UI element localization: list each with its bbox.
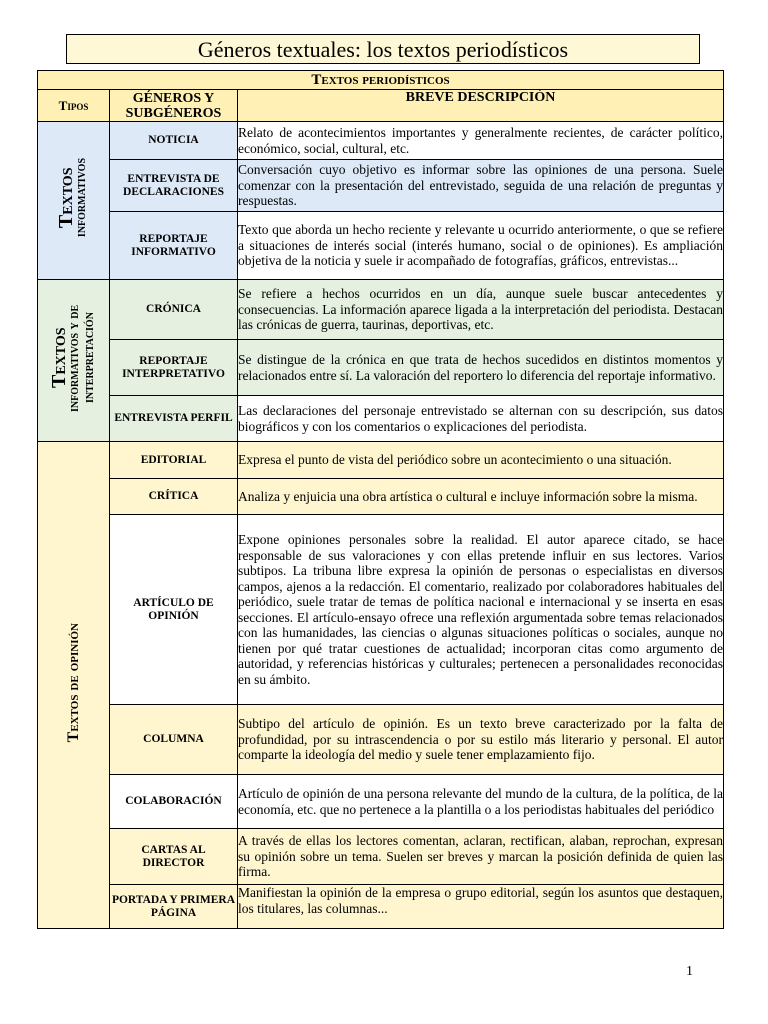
descripcion-cell: Artículo de opinión de una persona relevante del mundo de la cultura, de la política, de la economía, etc. que no pertenece a la plantilla o a los periodistas habituales del periódico bbox=[238, 775, 724, 829]
descripcion-cell: Expresa el punto de vista del periódico sobre un acontecimiento o una situación. bbox=[238, 442, 724, 479]
genero-cell: EDITORIAL bbox=[110, 442, 238, 479]
page-number: 1 bbox=[686, 964, 693, 979]
column-header-descripcion: BREVE DESCRIPCIÓN bbox=[238, 90, 724, 122]
descripcion-cell: Texto que aborda un hecho reciente y relevante u ocurrido anteriormente, o que se refiere a situaciones de interés social (interés humano, social o de opiniones). Es ampliación objetiva de la noticia y suele ir acompañado de fotografías, gráficos, entrevistas... bbox=[238, 212, 724, 280]
tipo-informativos bbox=[38, 122, 110, 280]
table-row bbox=[38, 829, 724, 885]
table-row bbox=[38, 122, 724, 160]
table-header: Textos periodísticos bbox=[38, 71, 724, 90]
descripcion-cell: Las declaraciones del personaje entrevistado se alternan con su descripción, sus datos biográficos y con los comentarios o explicaciones del periodista. bbox=[238, 396, 724, 442]
table-row bbox=[38, 885, 724, 929]
page-title: Géneros textuales: los textos periodísticos bbox=[66, 34, 700, 64]
tipo-label: Textos bbox=[47, 327, 70, 389]
genero-cell: COLUMNA bbox=[110, 705, 238, 775]
tipo-label: Textos de opinión bbox=[65, 622, 82, 743]
genero-cell: CARTAS AL DIRECTOR bbox=[110, 829, 238, 885]
genero-cell: ENTREVISTA PERFIL bbox=[110, 396, 238, 442]
column-header-tipos: Tipos bbox=[38, 90, 110, 122]
genero-cell: COLABORACIÓN bbox=[110, 775, 238, 829]
descripcion-cell: A través de ellas los lectores comentan, aclaran, rectifican, alaban, reprochan, expresan su opinión sobre un tema. Suelen ser breves y marcan la posición definida de quien las firma. bbox=[238, 829, 724, 885]
table-row bbox=[38, 340, 724, 396]
descripcion-cell: Se refiere a hechos ocurridos en un día, aunque suele buscar antecedentes y consecuencias. La información aparece ligada a la interpretación del periodista. Destacan las crónicas de guerra, taurinas, deportivas, etc. bbox=[238, 280, 724, 340]
descripcion-cell: Analiza y enjuicia una obra artística o cultural e incluye información sobre la misma. bbox=[238, 479, 724, 515]
tipo-interpretacion bbox=[38, 280, 110, 442]
periodisticos-table bbox=[37, 70, 724, 929]
genero-cell: PORTADA Y PRIMERA PÁGINA bbox=[110, 885, 238, 929]
table-row bbox=[38, 442, 724, 479]
genero-cell: ARTÍCULO DE OPINIÓN bbox=[110, 515, 238, 705]
table-row bbox=[38, 160, 724, 212]
descripcion-cell: Se distingue de la crónica en que trata de hechos sucedidos en distintos momentos y relacionados entre sí. La valoración del reportero lo diferencia del reportaje informativo. bbox=[238, 340, 724, 396]
tipo-opinion bbox=[38, 442, 110, 929]
genero-cell: ENTREVISTA DE DECLARACIONES bbox=[110, 160, 238, 212]
table-row bbox=[38, 212, 724, 280]
table-row bbox=[38, 705, 724, 775]
tipo-sublabel: informativos bbox=[74, 158, 89, 238]
tipo-sublabel: informativos y de interpretación bbox=[66, 304, 97, 412]
table-row bbox=[38, 280, 724, 340]
genero-cell: REPORTAJE INFORMATIVO bbox=[110, 212, 238, 280]
table-row bbox=[38, 396, 724, 442]
table-row bbox=[38, 479, 724, 515]
tipo-label: Textos bbox=[55, 167, 77, 229]
genero-cell: CRÍTICA bbox=[110, 479, 238, 515]
column-header-generos: GÉNEROS Y SUBGÉNEROS bbox=[110, 90, 238, 122]
descripcion-cell: Subtipo del artículo de opinión. Es un texto breve caracterizado por la falta de profundidad, por su intrascendencia o por su estilo más literario y personal. El autor comparte la ideología del medio y suele tener emplazamiento fijo. bbox=[238, 705, 724, 775]
genero-cell: REPORTAJE INTERPRETATIVO bbox=[110, 340, 238, 396]
descripcion-cell: Manifiestan la opinión de la empresa o grupo editorial, según los asuntos que destaquen, los titulares, las columnas... bbox=[238, 885, 724, 929]
genero-cell: CRÓNICA bbox=[110, 280, 238, 340]
descripcion-cell: Conversación cuyo objetivo es informar sobre las opiniones de una persona. Suele comenzar con la presentación del entrevistado, seguida de una relación de preguntas y respuestas. bbox=[238, 160, 724, 212]
descripcion-cell: Expone opiniones personales sobre la realidad. El autor aparece citado, se hace responsable de sus valoraciones y con ellas pretende influir en sus lectores. Varios subtipos. La tribuna libre expresa la opinión de personas o especialistas en diversos campos, ajenos a la redacción. El comentario, realizado por colaboradores habituales del periódico, suele tratar de temas de política nacional e internacional y se inserta en esas secciones. El artículo-ensayo ofrece una reflexión argumentada sobre temas relacionados con las humanidades, las ciencias o algunas situaciones políticas o sociales, aunque no tienen por qué tratar cuestiones de actualidad; incorporan citas como argumento de autoridad, y referencias históricas y culturales; pertenecen a personalidades reconocidas en su ámbito. bbox=[238, 515, 724, 705]
table-row bbox=[38, 775, 724, 829]
descripcion-cell: Relato de acontecimientos importantes y generalmente recientes, de carácter político, económico, social, cultural, etc. bbox=[238, 122, 724, 160]
table-row bbox=[38, 515, 724, 705]
genero-cell: NOTICIA bbox=[110, 122, 238, 160]
